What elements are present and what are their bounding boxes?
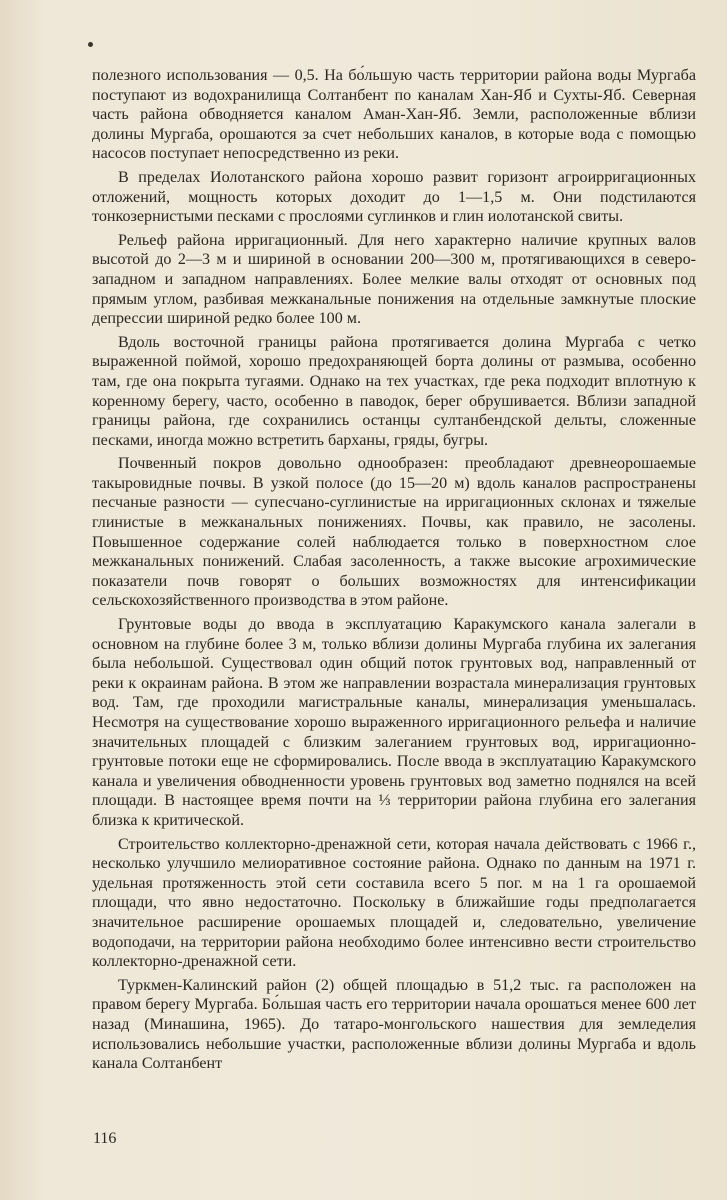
body-text [92, 66, 696, 1074]
margin-dot [88, 42, 93, 47]
paragraph: Вдоль восточной границы района протягивается долина Мургаба с четко выраженной поймой, хорошо предохраняющей борта долины от размыва, особенно там, где она покрыта тугаями. Однако на тех участках, где река подходит вплотную к коренному берегу, часто, особенно в паводок, берег обрушивается. Вблизи западной границы района, где сохранились останцы султанбендской дельты, сложенные песками, иногда можно встретить барханы, гряды, бугры. [92, 333, 696, 449]
page-number: 116 [93, 1130, 117, 1147]
paragraph: Грунтовые воды до ввода в эксплуатацию Каракумского канала залегали в основном на глубине более 3 м, только вблизи долины Мургаба глубина их залегания была небольшой. Существовал один общий поток грунтовых вод, направленный от реки к окраинам района. В этом же направлении возрастала минерализация грунтовых вод. Там, где проходили магистральные каналы, минерализация уменьшалась. Несмотря на существование хорошо выраженного ирригационного рельефа и наличие значительных площадей с близким залеганием грунтовых вод, ирригационно-грунтовые потоки еще не сформировались. После ввода в эксплуатацию Каракумского канала и увеличения обводненности уровень грунтовых вод заметно поднялся на всей площади. В настоящее время почти на ⅓ территории района глубина его залегания близка к критической. [92, 616, 696, 829]
paragraph: В пределах Иолотанского района хорошо развит горизонт агроирригационных отложений, мощность которых доходит до 1—1,5 м. Они подстилаются тонкозернистыми песками с прослоями суглинков и глин иолотанской свиты. [92, 168, 696, 226]
paragraph: Туркмен-Калинский район (2) общей площадью в 51,2 тыс. га расположен на правом берегу Мургаба. Бо́льшая часть его территории начала орошаться менее 600 лет назад (Минашина, 1965). До татаро-монгольского нашествия для земледелия использовались небольшие участки, расположенные вблизи долины Мургаба и вдоль канала Солтанбент [92, 976, 696, 1073]
paragraph: Строительство коллекторно-дренажной сети, которая начала действовать с 1966 г., несколько улучшило мелиоративное состояние района. Однако по данным на 1971 г. удельная протяженность этой сети составила всего 5 пог. м на 1 га орошаемой площади, что явно недостаточно. Поскольку в ближайшие годы предполагается значительное расширение орошаемых площадей и, следовательно, увеличение водоподачи, на территории района необходимо более интенсивно вести строительство коллекторно-дренажной сети. [92, 835, 696, 971]
paragraph: полезного использования — 0,5. На бо́льшую часть территории района воды Мургаба поступают из водохранилища Солтанбент по каналам Хан-Яб и Сухты-Яб. Северная часть района обводняется каналом Аман-Хан-Яб. Земли, расположенные вблизи долины Мургаба, орошаются за счет небольших каналов, в которые вода с помощью насосов поступает непосредственно из реки. [92, 67, 696, 163]
paragraph: Почвенный покров довольно однообразен: преобладают древнеорошаемые такыровидные почвы. В узкой полосе (до 15—20 м) вдоль каналов распространены песчаные разности — супесчано-суглинистые на ирригационных склонах и тяжелые глинистые в межканальных понижениях. Почвы, как правило, не засолены. Повышенное содержание солей наблюдается только в поверхностном слое межканальных понижений. Слабая засоленность, а также высокие агрохимические показатели почв говорят о больших возможностях для интенсификации сельскохозяйственного производства в этом районе. [92, 455, 696, 610]
paragraph: Рельеф района ирригационный. Для него характерно наличие крупных валов высотой до 2—3 м и шириной в основании 200—300 м, протягивающихся в северо-западном и западном направлениях. Более мелкие валы отходят от основных под прямым углом, разбивая межканальные понижения на отдельные замкнутые плоские депрессии шириной редко более 100 м. [92, 231, 696, 328]
